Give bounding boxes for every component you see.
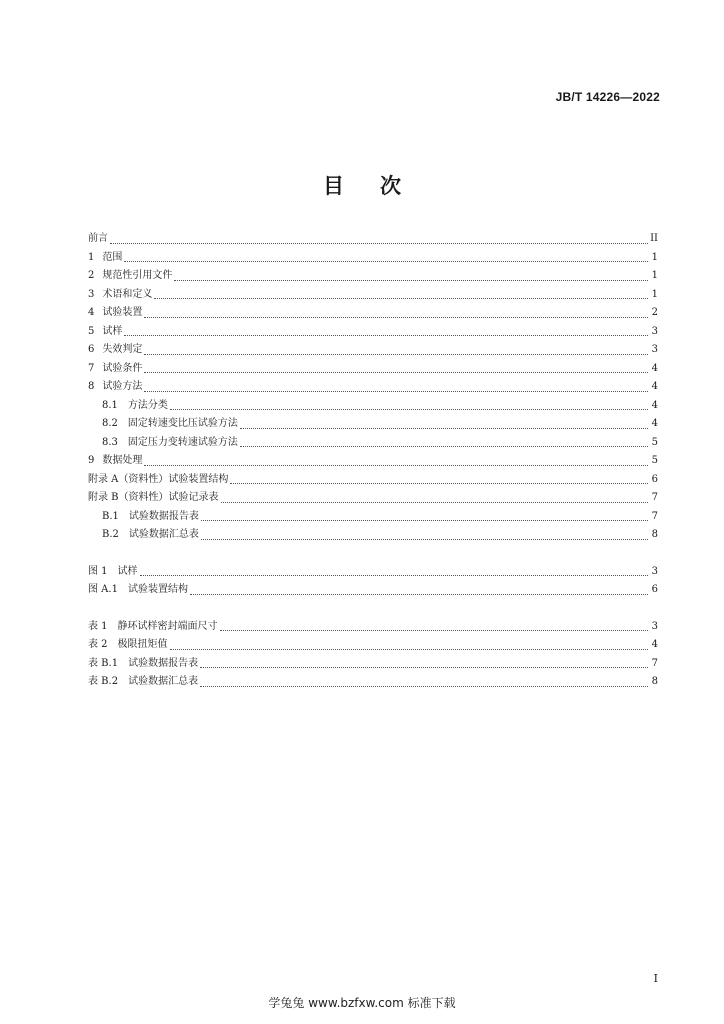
standard-code: JB/T 14226—2022: [555, 90, 660, 104]
table-of-contents: [88, 230, 658, 692]
toc-entry-number: 7: [88, 362, 95, 374]
toc-entry-label: 前言: [88, 233, 108, 244]
toc-entry-page: 1: [651, 251, 658, 263]
toc-entry-number: B.2: [102, 529, 119, 540]
toc-entry-number: 表 1: [88, 620, 108, 632]
toc-entry-page: 5: [651, 436, 658, 448]
toc-entry-number: 4: [88, 307, 95, 318]
toc-entry-number: 9: [88, 455, 95, 466]
toc-entry-label: 试验方法: [102, 381, 143, 392]
toc-entry-label: 数据处理: [102, 455, 143, 466]
toc-entry[interactable]: [88, 286, 658, 305]
toc-entry[interactable]: [88, 378, 658, 397]
toc-entry-page: 1: [651, 270, 658, 281]
toc-entry-page: 3: [651, 325, 658, 337]
toc-entry-label: 试样: [102, 325, 123, 337]
toc-entry-label: 试验数据报告表: [128, 510, 199, 522]
toc-entry-number: 表 B.1: [88, 657, 119, 669]
toc-entry[interactable]: [88, 508, 658, 527]
dot-leader: [110, 242, 648, 244]
toc-entry-number: 5: [88, 325, 95, 337]
toc-entry-page: 4: [651, 418, 658, 429]
dot-leader: [201, 538, 648, 540]
dot-leader: [124, 260, 648, 262]
toc-entry[interactable]: [88, 434, 658, 453]
toc-entry-number: 3: [88, 288, 95, 300]
toc-entry-label: 范围: [102, 251, 123, 263]
toc-entry[interactable]: [88, 360, 658, 379]
toc-entry-label: 试验数据报告表: [128, 657, 199, 669]
toc-entry-label: 规范性引用文件: [102, 270, 173, 281]
toc-entry[interactable]: [88, 249, 658, 268]
toc-entry-number: B.1: [102, 510, 119, 522]
toc-entry-label: 试验装置结构: [127, 584, 188, 595]
toc-entry-label: 静环试样密封端面尺寸: [117, 620, 218, 632]
toc-figures: [88, 563, 658, 600]
toc-entry-number: 表 2: [88, 639, 108, 650]
toc-entry-page: 4: [651, 639, 658, 650]
toc-entry[interactable]: [88, 673, 658, 692]
page-number: I: [653, 972, 658, 985]
dot-leader: [144, 371, 648, 373]
toc-entry-label: 试验数据汇总表: [128, 529, 199, 540]
toc-entry-page: 8: [651, 529, 658, 540]
toc-entry-number: 8.3: [102, 436, 118, 448]
toc-entry[interactable]: [88, 230, 658, 249]
toc-entry-page: 6: [651, 584, 658, 595]
toc-entry-page: 8: [651, 676, 658, 687]
toc-entry-page: 5: [651, 455, 658, 466]
dot-leader: [190, 593, 648, 595]
dot-leader: [144, 464, 648, 466]
toc-entry[interactable]: [88, 323, 658, 342]
toc-entry[interactable]: [88, 618, 658, 637]
toc-tables: [88, 618, 658, 692]
toc-entry-number: 8.2: [102, 418, 118, 429]
toc-entry-label: 极限扭矩值: [117, 639, 168, 650]
dot-leader: [174, 279, 648, 281]
toc-entry-page: 3: [651, 620, 658, 632]
toc-entry[interactable]: [88, 526, 658, 545]
toc-entry-label: 固定转速变比压试验方法: [127, 418, 238, 429]
toc-entry-page: 1: [651, 288, 658, 300]
dot-leader: [144, 316, 648, 318]
dot-leader: [221, 501, 648, 503]
toc-entry[interactable]: [88, 415, 658, 434]
toc-entry-number: 表 B.2: [88, 676, 119, 687]
toc-entry-number: 2: [88, 270, 95, 281]
toc-entry-page: 4: [651, 381, 658, 392]
toc-entry-label: 失效判定: [102, 344, 143, 355]
toc-entry-number: 图 1: [88, 565, 108, 577]
toc-entry-label: 试验数据汇总表: [128, 676, 199, 687]
toc-entry-label: 方法分类: [127, 399, 168, 411]
toc-entry-label: 附录 A（资料性）试验装置结构: [88, 473, 229, 485]
dot-leader: [170, 408, 648, 410]
toc-entry-label: 试样: [117, 565, 138, 577]
toc-entry-page: 2: [651, 307, 658, 318]
dot-leader: [170, 648, 648, 650]
toc-entry-label: 术语和定义: [102, 288, 153, 300]
toc-entry[interactable]: [88, 655, 658, 674]
toc-entry-page: 7: [651, 510, 658, 522]
toc-entry-label: 试验条件: [102, 362, 143, 374]
toc-entry[interactable]: [88, 563, 658, 582]
toc-entry[interactable]: [88, 341, 658, 360]
dot-leader: [201, 519, 648, 521]
dot-leader: [200, 685, 648, 687]
toc-entry[interactable]: [88, 304, 658, 323]
dot-leader: [144, 390, 648, 392]
watermark: 学兔兔 www.bzfxw.com 标准下载: [268, 996, 456, 1010]
dot-leader: [154, 297, 648, 299]
toc-entry-number: 8.1: [102, 399, 118, 411]
dot-leader: [140, 574, 648, 576]
toc-entry-label: 固定压力变转速试验方法: [127, 436, 238, 448]
toc-entry[interactable]: [88, 471, 658, 490]
toc-entry-page: 3: [651, 565, 658, 577]
dot-leader: [220, 629, 648, 631]
toc-entry-number: 图 A.1: [88, 584, 118, 595]
dot-leader: [144, 353, 648, 355]
toc-entry-page: 4: [651, 399, 658, 411]
toc-entry-page: II: [650, 233, 658, 244]
toc-entry-page: 3: [651, 344, 658, 355]
toc-entry[interactable]: [88, 581, 658, 600]
toc-entry[interactable]: [88, 267, 658, 286]
toc-entry[interactable]: [88, 636, 658, 655]
toc-entry-label: 试验装置: [102, 307, 143, 318]
toc-sections: [88, 230, 658, 545]
toc-entry-label: 附录 B（资料性）试验记录表: [88, 492, 219, 503]
toc-entry[interactable]: [88, 397, 658, 416]
dot-leader: [230, 482, 648, 484]
toc-entry-number: 1: [88, 251, 95, 263]
toc-entry-page: 6: [651, 473, 658, 485]
page-title: 目次: [323, 174, 437, 198]
toc-entry-page: 7: [651, 492, 658, 503]
toc-entry-page: 4: [651, 362, 658, 374]
dot-leader: [240, 445, 648, 447]
dot-leader: [240, 427, 648, 429]
toc-entry-page: 7: [651, 657, 658, 669]
dot-leader: [124, 334, 648, 336]
toc-entry[interactable]: [88, 489, 658, 508]
toc-entry[interactable]: [88, 452, 658, 471]
dot-leader: [200, 666, 648, 668]
toc-entry-number: 8: [88, 381, 95, 392]
toc-entry-number: 6: [88, 344, 95, 355]
